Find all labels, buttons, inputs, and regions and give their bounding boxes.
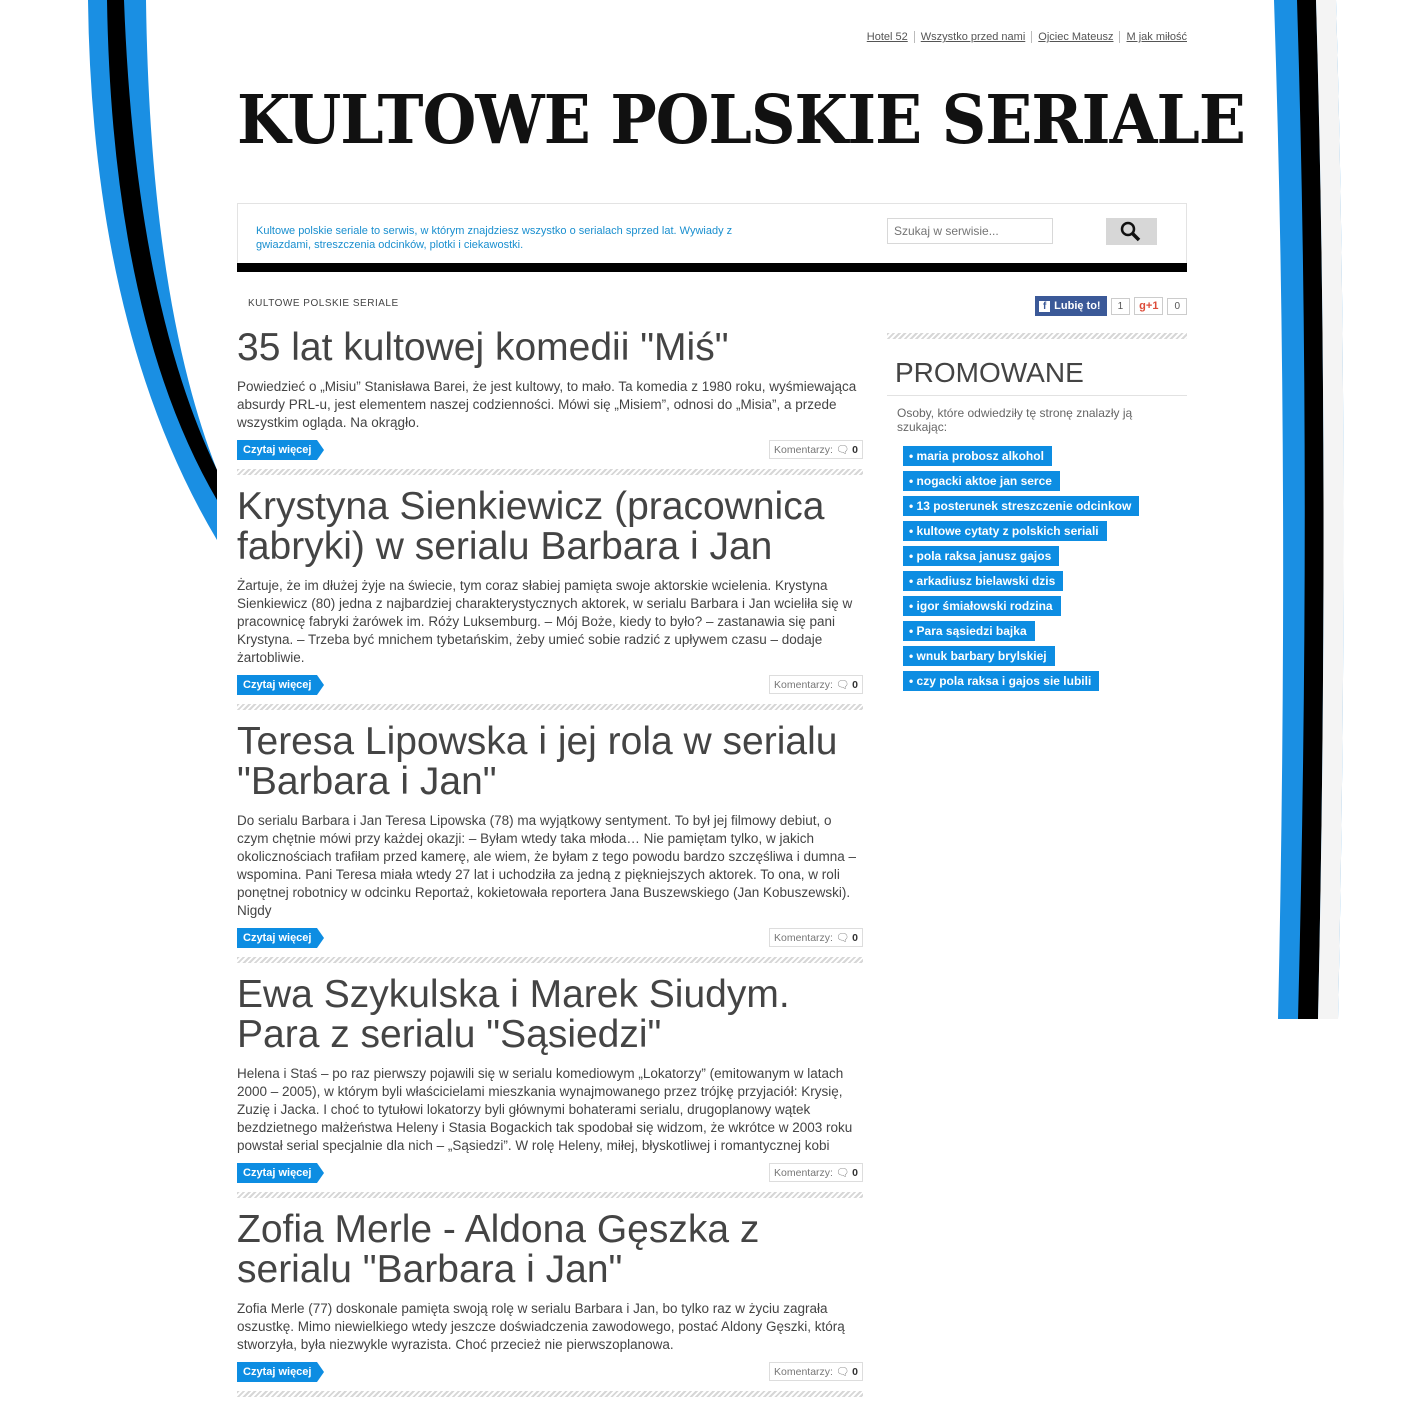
google-plus-label: +1 [1145,300,1159,312]
search-tag[interactable]: • nogacki aktoe jan serce [903,471,1060,491]
comment-icon: 🗨 [835,932,850,944]
comments-label: Komentarzy: [774,1366,833,1378]
header-divider [237,263,1187,272]
site-title[interactable]: KULTOWE POLSKIE SERIALE [237,80,1245,159]
comments-count[interactable] [769,1163,863,1182]
article-divider [237,1192,863,1198]
search-tag[interactable]: • arkadiusz bielawski dzis [903,571,1063,591]
article-excerpt: Helena i Staś – po raz pierwszy pojawili się w serialu komediowym „Lokatorzy” (emitowanym w latach 2000 – 2005), w którym byli właścicielami mieszkania wynajmowanego przez trójkę przyjaciół: Krysię, Zuzię i Jacka. I choć to tytułowi lokatorzy byli głównymi bohaterami serialu, drugoplanowy wątek bezdzietnego małżeństwa Heleny i Stasia Bogackich tak spodobał się widzom, że wkrótce w 2003 roku powstał serial specjalnie dla nich – „Sąsiedzi”. W rolę Heleny, miłej, błyskotliwej i romantycznej kobi [237,1066,853,1153]
read-more-button[interactable]: Czytaj więcej [237,928,317,948]
search-input[interactable] [887,218,1053,244]
article-excerpt: Powiedzieć o „Misiu” Stanisława Barei, że jest kultowy, to mało. Ta komedia z 1980 roku, wyśmiewająca absurdy PRL-u, jest elementem naszej codzienności. Mówi się „Misiem”, odnosi do „Misia”, a przede wszystkim ogląda. Na okrągło. [237,379,857,430]
comments-value: 0 [852,679,858,691]
comments-value: 0 [852,1167,858,1179]
article-title[interactable]: Ewa Szykulska i Marek Siudym. Para z serialu "Sąsiedzi" [237,973,790,1056]
read-more-button[interactable]: Czytaj więcej [237,675,317,695]
top-link-hotel-52[interactable]: Hotel 52 [866,31,908,43]
search-tag-label: wnuk barbary brylskiej [916,649,1047,663]
read-more-button[interactable]: Czytaj więcej [237,1163,317,1183]
read-more-button[interactable]: Czytaj więcej [237,440,317,460]
sidebar [887,333,1187,708]
facebook-like-button[interactable] [1035,296,1106,316]
facebook-like-count: 1 [1111,298,1131,315]
comments-label: Komentarzy: [774,444,833,456]
google-plus-button[interactable] [1134,297,1163,315]
search-tag-label: igor śmiałowski rodzina [916,599,1053,613]
facebook-icon: f [1039,301,1050,312]
top-link-m-jak-milosc[interactable]: M jak miłość [1119,31,1187,43]
comments-value: 0 [852,932,858,944]
search-tag[interactable]: • kultowe cytaty z polskich seriali [903,521,1107,541]
comments-label: Komentarzy: [774,679,833,691]
search-tag-label: 13 posterunek streszczenie odcinkow [916,499,1132,513]
article-divider [237,957,863,963]
article-item [237,328,863,475]
search-tag[interactable]: • Para sąsiedzi bajka [903,621,1035,641]
search-tag[interactable]: • 13 posterunek streszczenie odcinkow [903,496,1139,516]
top-nav [861,31,1187,43]
comments-count[interactable] [769,675,863,694]
comments-label: Komentarzy: [774,932,833,944]
article-title[interactable]: Krystyna Sienkiewicz (pracownica fabryki) w serialu Barbara i Jan [237,485,825,568]
search-tag-label: Para sąsiedzi bajka [916,624,1027,638]
read-more-button[interactable]: Czytaj więcej [237,1362,317,1382]
article-divider [237,1391,863,1397]
site-description: Kultowe polskie seriale to serwis, w którym znajdziesz wszystko o serialach sprzed lat. Wywiady z gwiazdami, streszczenia odcinków, plotki i ciekawostki. [256,225,733,251]
article-divider [237,469,863,475]
article-list [237,328,863,1409]
search-tag[interactable]: • maria probosz alkohol [903,446,1052,466]
article-item [237,487,863,710]
search-tag-label: maria probosz alkohol [916,449,1044,463]
search-tag[interactable]: • pola raksa janusz gajos [903,546,1059,566]
search-tags [887,434,1187,708]
top-link-wszystko-przed-nami[interactable]: Wszystko przed nami [914,31,1032,43]
search-tag-label: czy pola raksa i gajos sie lubili [916,674,1092,688]
breadcrumb[interactable]: KULTOWE POLSKIE SERIALE [248,298,399,309]
comments-value: 0 [852,444,858,456]
article-item [237,1210,863,1397]
info-bar [237,203,1187,264]
comment-icon: 🗨 [835,1167,850,1179]
sidebar-heading: PROMOWANE [887,339,1187,396]
top-link-ojciec-mateusz[interactable]: Ojciec Mateusz [1031,31,1119,43]
comments-count[interactable] [769,440,863,459]
search-tag[interactable]: • czy pola raksa i gajos sie lubili [903,671,1099,691]
search-tag-label: nogacki aktoe jan serce [916,474,1052,488]
comments-label: Komentarzy: [774,1167,833,1179]
article-excerpt: Żartuje, że im dłużej żyje na świecie, tym coraz słabiej pamięta swoje aktorskie wcielenia. Krystyna Sienkiewicz (80) jedna z najbardziej charakterystycznych aktorek, w serialu Barbara i Jan wcieliła się w pracownicę fabryki żarówek im. Róży Luksemburg. – Mój Boże, kiedy to było? – zastanawia się pani Krystyna. – Trzeba być mnichem tybetańskim, żeby umieć sobie radzić z upływem czasu – dodaje żartobliwie. [237,578,853,665]
comments-count[interactable] [769,928,863,947]
comment-icon: 🗨 [835,1366,850,1378]
article-title[interactable]: Zofia Merle - Aldona Gęszka z serialu "Barbara i Jan" [237,1208,760,1291]
article-item [237,722,863,963]
facebook-like-label: Lubię to! [1054,300,1101,312]
social-buttons [1035,296,1187,316]
article-title[interactable]: 35 lat kultowej komedii "Miś" [237,326,729,369]
search-tag-label: arkadiusz bielawski dzis [916,574,1056,588]
comment-icon: 🗨 [835,444,850,456]
search-tag-label: kultowe cytaty z polskich seriali [916,524,1099,538]
search-tag[interactable]: • wnuk barbary brylskiej [903,646,1055,666]
search-tag[interactable]: • igor śmiałowski rodzina [903,596,1061,616]
article-excerpt: Zofia Merle (77) doskonale pamięta swoją rolę w serialu Barbara i Jan, bo tylko raz w życiu zagrała oszustkę. Mimo niewielkiego wtedy jeszcze doświadczenia zawodowego, postać Aldony Gęszki, którą stworzyła, była niezwykle wyrazista. Choć przecież nie pierwszoplanowa. [237,1301,845,1352]
article-excerpt: Do serialu Barbara i Jan Teresa Lipowska (78) ma wyjątkowy sentyment. To był jej filmowy debiut, o czym chętnie mówi przy każdej okazji: – Byłam wtedy taka młoda… Nie pamiętam tylko, w jakich okolicznościach trafiłam przed kamerę, ale wiem, że byłam z tego powodu bardzo szczęśliwa i dumna – wspomina. Pani Teresa miała wtedy 27 lat i uchodziła za jedną z piękniejszych aktorek. To ona, w roli ponętnej robotnicy w odcinku Reportaż, kokietowała reportera Jana Buszewskiego (Jan Kobuszewski). Nigdy [237,813,857,918]
search-button[interactable] [1106,218,1157,245]
article-title[interactable]: Teresa Lipowska i jej rola w serialu "Barbara i Jan" [237,720,838,803]
search-tag-label: pola raksa janusz gajos [916,549,1052,563]
comment-icon: 🗨 [835,679,850,691]
article-divider [237,704,863,710]
google-plus-count: 0 [1167,298,1187,315]
article-item [237,975,863,1198]
sidebar-subtitle: Osoby, które odwiedziły tę stronę znalazły ją szukając: [897,406,1133,434]
search-icon [1106,218,1157,245]
google-plus-icon: g [1139,300,1146,312]
comments-value: 0 [852,1366,858,1378]
comments-count[interactable] [769,1362,863,1381]
